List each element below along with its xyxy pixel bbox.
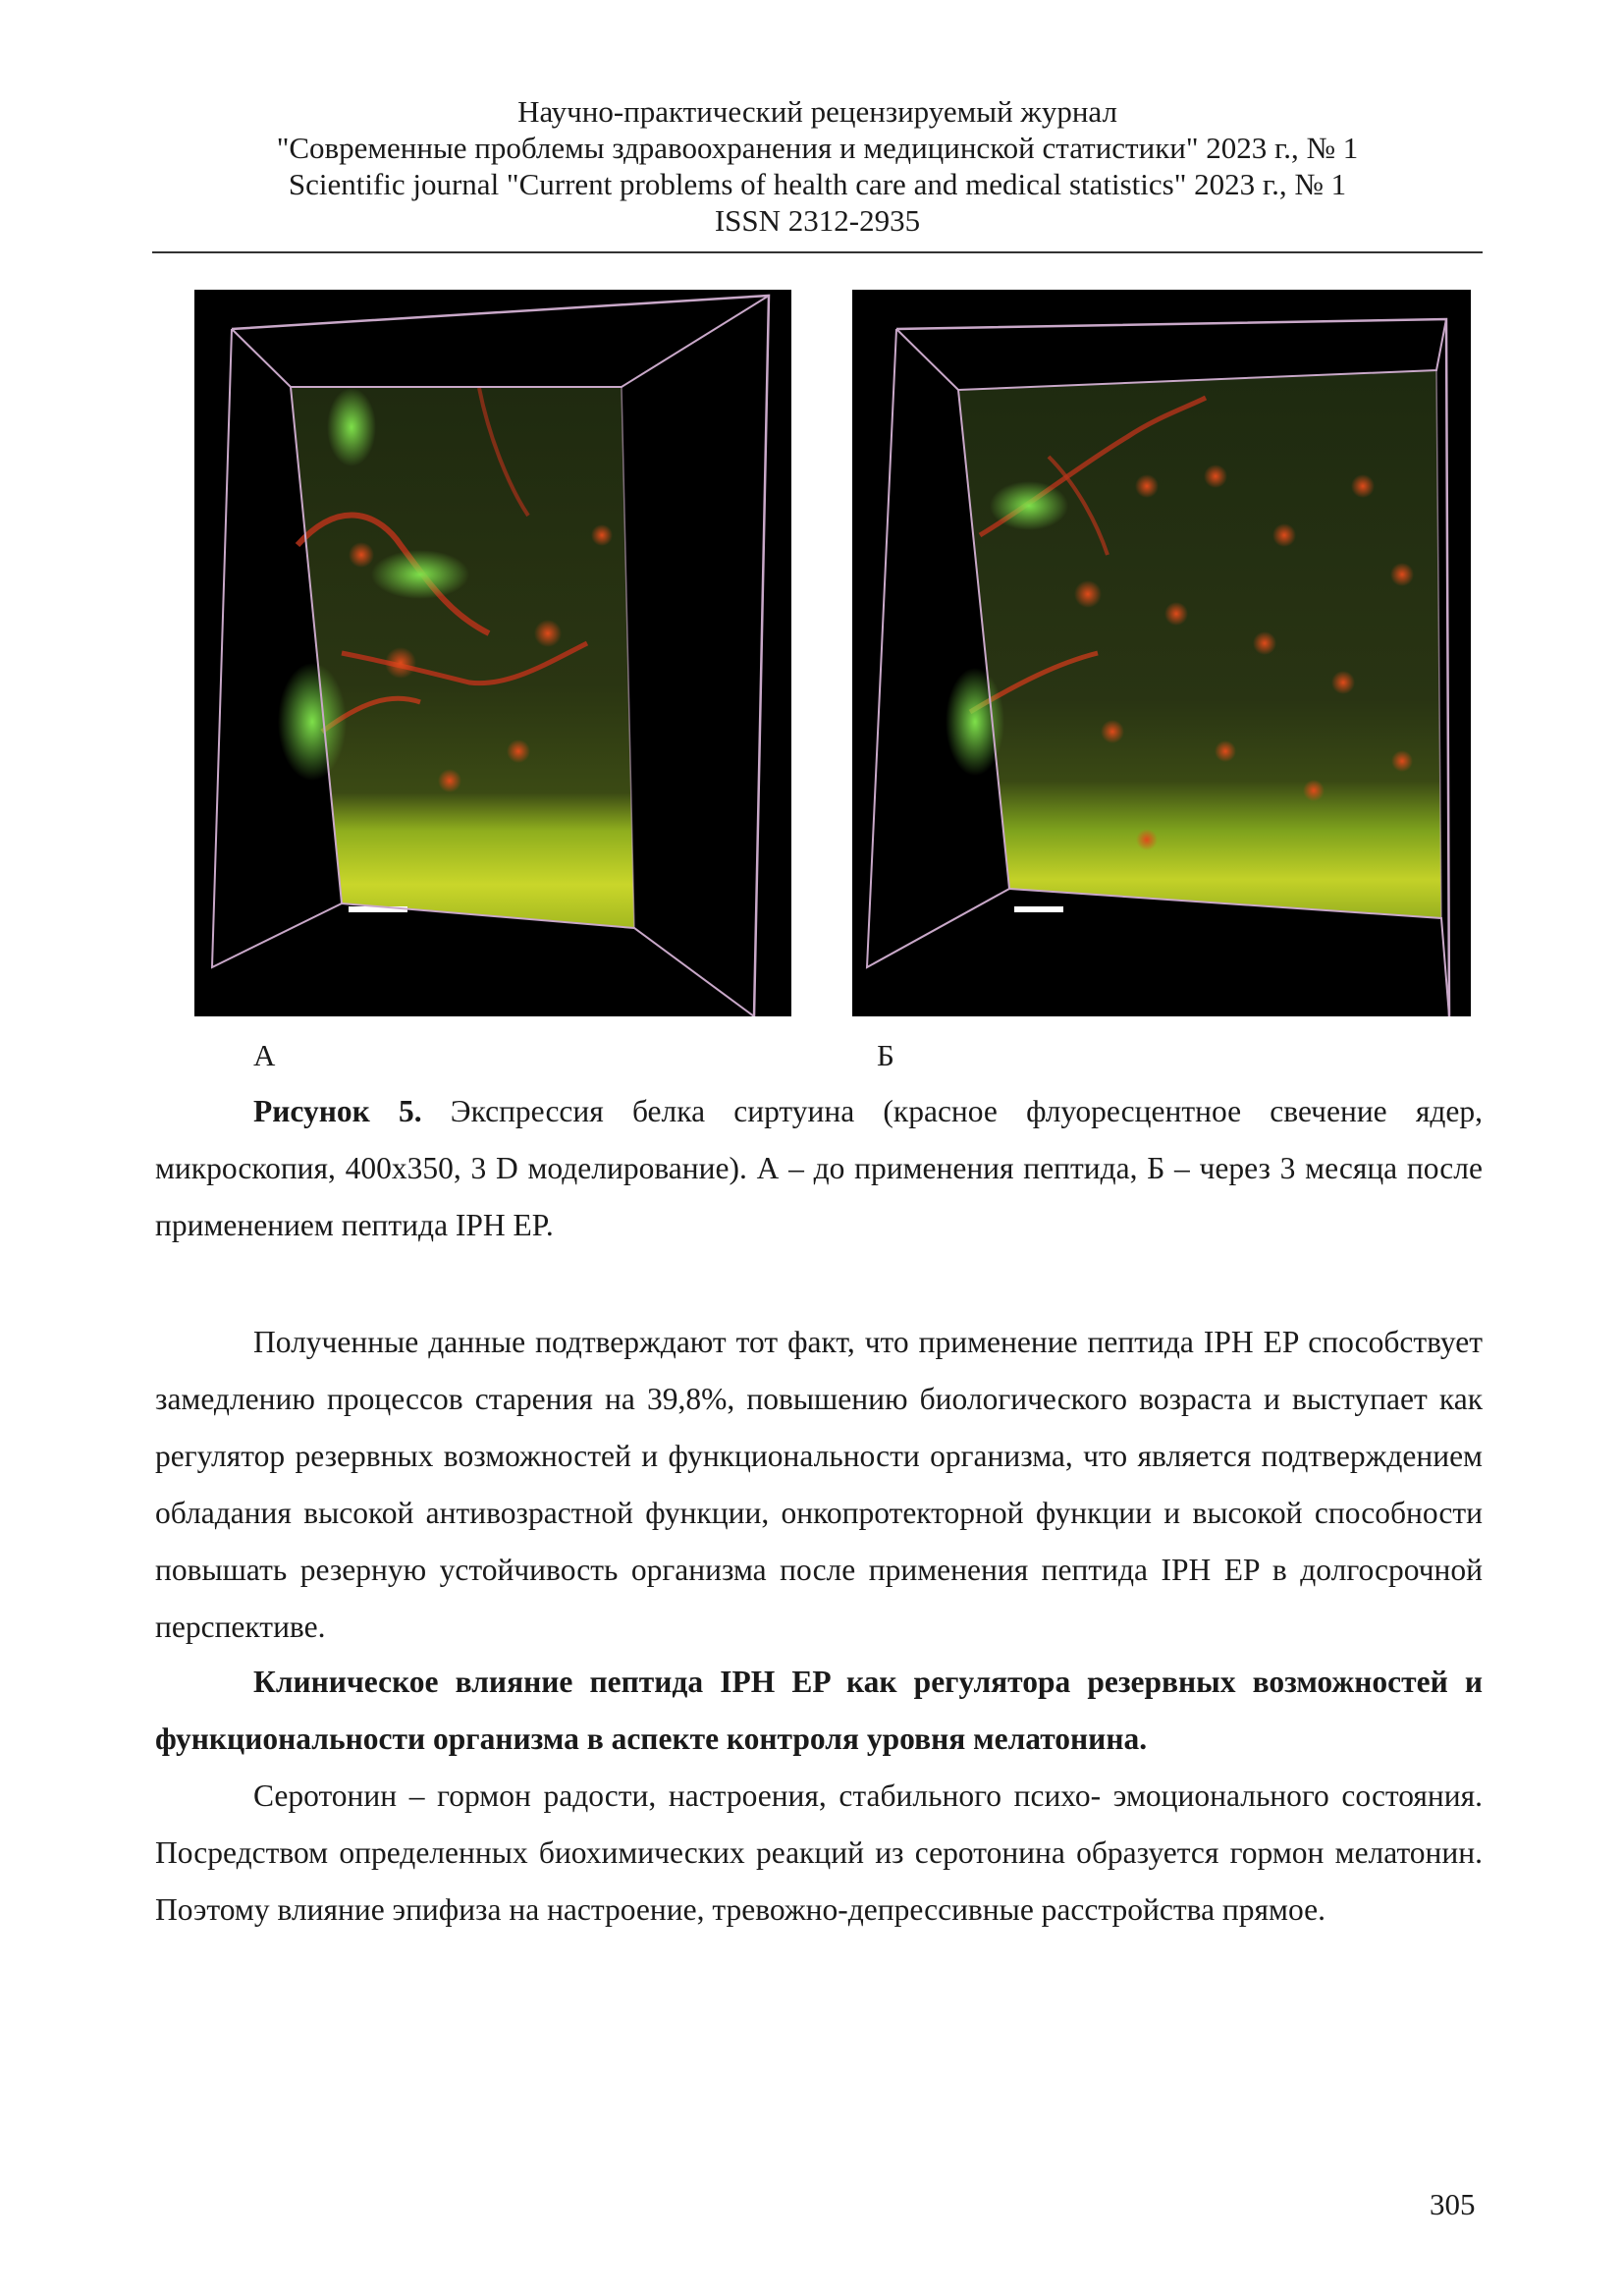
caption-text: Экспрессия белка сиртуина (красное флуоресцентное свечение ядер, микроскопия, 400x350, 3 D моделирование). А – до применения пептида, Б – через 3 месяца после применением пептида IPH EP. (155, 1094, 1483, 1242)
page-number: 305 (1430, 2187, 1476, 2221)
panel-label-b: Б (877, 1038, 894, 1072)
journal-header (152, 93, 1483, 239)
body-paragraph-2: Серотонин – гормон радости, настроения, стабильного психо- эмоционального состояния. Посредством определенных биохимических реакций из серотонина образуется гормон мелатонин. Поэтому влияние эпифиза на настроение, тревожно-депрессивные расстройства прямое. (155, 1778, 1483, 1927)
section-heading: Клиническое влияние пептида IPH EP как регулятора резервных возможностей и функциональности организма в аспекте контроля уровня мелатонина. (155, 1665, 1483, 1756)
journal-title-line: Научно-практический рецензируемый журнал (517, 94, 1117, 129)
microscopy-image-b (852, 290, 1471, 1016)
issn: ISSN 2312-2935 (714, 203, 921, 238)
microscopy-image-a (194, 290, 791, 1016)
journal-name-ru: "Современные проблемы здравоохранения и медицинской статистики" 2023 г., № 1 (276, 131, 1359, 165)
panel-label-a: А (253, 1038, 276, 1072)
body-paragraph-1: Полученные данные подтверждают тот факт, что применение пептида IPH EP способствует замедлению процессов старения на 39,8%, повышению биологического возраста и выступает как регулятор резервных возможностей и функциональности организма, что является подтверждением обладания высокой антивозрастной функции, онкопротекторной функции и высокой способности повышать резерную устойчивость организма после применения пептида IPH EP в долгосрочной перспективе. (155, 1325, 1483, 1644)
figure-caption (155, 1083, 1483, 1254)
journal-name-en: Scientific journal "Current problems of health care and medical statistics" 2023 г., № 1 (288, 167, 1347, 201)
header-divider (152, 251, 1483, 253)
caption-label: Рисунок 5. (253, 1094, 422, 1128)
